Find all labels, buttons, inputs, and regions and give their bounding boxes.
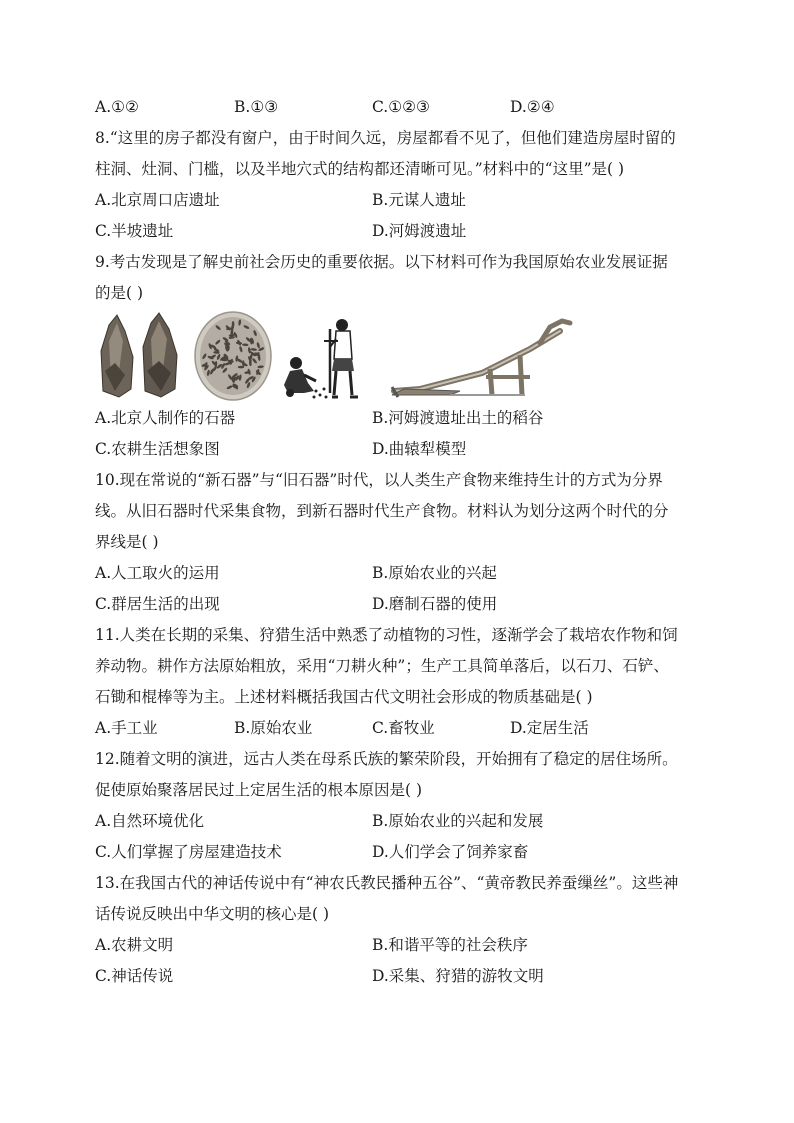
q7-option-c: C.①②③	[372, 98, 430, 116]
q10-option-b: B.原始农业的兴起	[372, 564, 497, 582]
q9-stem-line2: 的是( )	[95, 284, 144, 302]
q11-options	[95, 713, 715, 744]
q12-stem-line2: 促使原始聚落居民过上定居生活的根本原因是( )	[95, 781, 423, 799]
q9-image-row	[95, 311, 715, 403]
q9-option-a: A.北京人制作的石器	[95, 409, 236, 427]
q13-option-a: A.农耕文明	[95, 936, 174, 954]
q13-option-c: C.神话传说	[95, 967, 174, 985]
q10-stem-line1: 10.现在常说的“新石器”与“旧石器”时代，以人类生产食物来维持生计的方式为分界	[95, 471, 663, 489]
q11-stem-line3: 石锄和棍棒等为主。上述材料概括我国古代文明社会形成的物质基础是( )	[95, 688, 593, 706]
q12-option-d: D.人们学会了饲养家畜	[372, 843, 529, 861]
q10-option-c: C.群居生活的出现	[95, 595, 220, 613]
q13-option-d: D.采集、狩猎的游牧文明	[372, 967, 544, 985]
q13-stem-line2: 话传说反映出中华文明的核心是( )	[95, 905, 330, 923]
q12-options-row2	[95, 837, 715, 868]
stone-tools-image	[95, 311, 183, 401]
q11-option-c: C.畜牧业	[372, 719, 435, 737]
q11-option-d: D.定居生活	[510, 719, 589, 737]
q10-stem-line3: 界线是( )	[95, 533, 159, 551]
q13-option-b: B.和谐平等的社会秩序	[372, 936, 528, 954]
q11-option-b: B.原始农业	[234, 719, 313, 737]
rice-grains-image	[194, 311, 272, 401]
q8-option-c: C.半坡遗址	[95, 222, 174, 240]
q7-option-a: A.①②	[95, 98, 139, 116]
q11-option-a: A.手工业	[95, 719, 158, 737]
q8-stem-line1: 8.“这里的房子都没有窗户，由于时间久远，房屋都看不见了，但他们建造房屋时留的	[95, 129, 676, 147]
q9-option-c: C.农耕生活想象图	[95, 440, 220, 458]
q12-stem-line1: 12.随着文明的演进，远古人类在母系氏族的繁荣阶段，开始拥有了稳定的居住场所。	[95, 750, 678, 768]
q8-options-row1	[95, 185, 715, 216]
q9-options-row2	[95, 434, 715, 465]
q13-options-row2	[95, 961, 715, 992]
q7-option-d: D.②④	[510, 98, 555, 116]
q12-option-a: A.自然环境优化	[95, 812, 205, 830]
farming-scene-image	[280, 311, 366, 401]
q8-stem-line2: 柱洞、灶洞、门槛，以及半地穴式的结构都还清晰可见。”材料中的“这里”是( )	[95, 160, 625, 178]
q12-options-row1	[95, 806, 715, 837]
q10-options-row2	[95, 589, 715, 620]
q13-stem-line1: 13.在我国古代的神话传说中有“神农氏教民播种五谷”、“黄帝教民养蚕缫丝”。这些神	[95, 874, 679, 892]
q9-option-b: B.河姆渡遗址出土的稻谷	[372, 409, 544, 427]
q10-options-row1	[95, 558, 715, 589]
q11-stem-line1: 11.人类在长期的采集、狩猎生活中熟悉了动植物的习性，逐渐学会了栽培农作物和饲	[95, 626, 678, 644]
q7-options	[95, 92, 715, 123]
curved-plough-image	[390, 311, 575, 401]
q9-options-row1	[95, 403, 715, 434]
q8-option-a: A.北京周口店遗址	[95, 191, 220, 209]
q10-option-a: A.人工取火的运用	[95, 564, 220, 582]
q8-options-row2	[95, 216, 715, 247]
q9-option-d: D.曲辕犁模型	[372, 440, 467, 458]
q12-option-c: C.人们掌握了房屋建造技术	[95, 843, 282, 861]
q8-option-b: B.元谋人遗址	[372, 191, 466, 209]
q11-stem-line2: 养动物。耕作方法原始粗放，采用“刀耕火种”；生产工具简单落后，以石刀、石铲、	[95, 657, 669, 675]
q10-option-d: D.磨制石器的使用	[372, 595, 498, 613]
q8-option-d: D.河姆渡遗址	[372, 222, 467, 240]
q9-stem-line1: 9.考古发现是了解史前社会历史的重要依据。以下材料可作为我国原始农业发展证据	[95, 253, 668, 271]
q10-stem-line2: 线。从旧石器时代采集食物，到新石器时代生产食物。材料认为划分这两个时代的分	[95, 502, 669, 520]
q13-options-row1	[95, 930, 715, 961]
q12-option-b: B.原始农业的兴起和发展	[372, 812, 544, 830]
q7-option-b: B.①③	[234, 98, 279, 116]
exam-page	[95, 92, 715, 992]
